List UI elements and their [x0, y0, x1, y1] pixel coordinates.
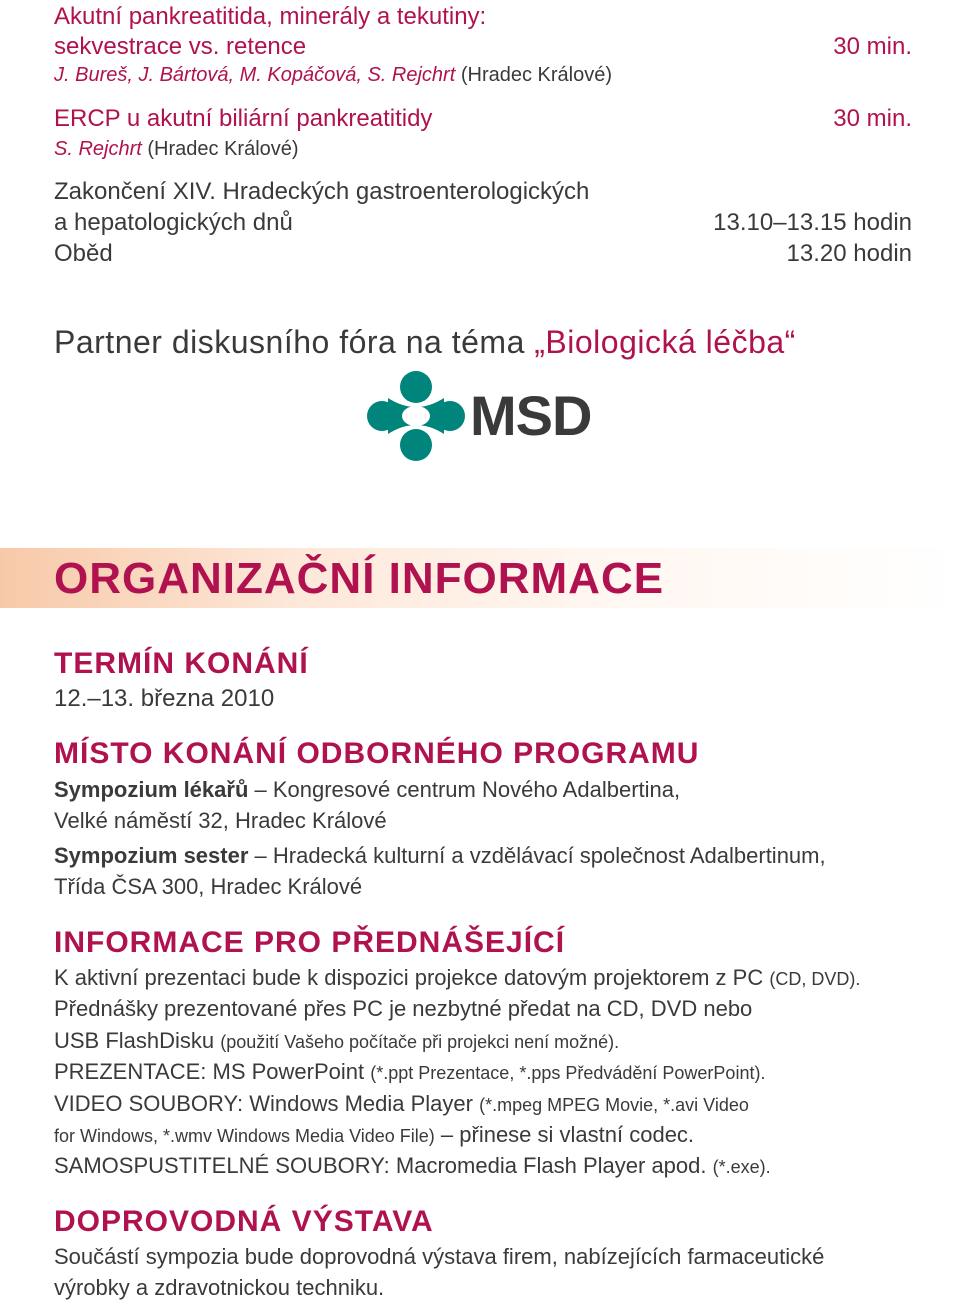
info-line1-note: (CD, DVD). — [769, 969, 861, 989]
item1-duration: 30 min. — [833, 33, 912, 60]
info-line7-main: SAMOSPUSTITELNÉ SOUBORY: Macromedia Flash Player apod. — [54, 1153, 713, 1178]
termin-heading: TERMÍN KONÁNÍ — [54, 647, 309, 680]
item1-title-line2: sekvestrace vs. retence — [54, 33, 307, 60]
item3-line1: Zakončení XIV. Hradeckých gastroenterologických — [54, 178, 590, 205]
item3-line2: a hepatologických dnů — [54, 209, 293, 236]
info-line4-main: PREZENTACE: MS PowerPoint — [54, 1059, 371, 1084]
misto1-line1 — [54, 776, 680, 804]
misto2-rest: – Hradecká kulturní a vzdělávací společnost Adalbertinum, — [248, 843, 826, 868]
msd-emblem-icon — [366, 370, 466, 462]
info-line3-main: USB FlashDisku — [54, 1028, 221, 1053]
info-line5 — [54, 1090, 749, 1119]
misto-heading: MÍSTO KONÁNÍ ODBORNÉHO PROGRAMU — [54, 737, 700, 770]
item1-place: (Hradec Králové) — [460, 64, 613, 86]
info-line4 — [54, 1058, 765, 1087]
misto2-bold: Sympozium sester — [54, 843, 249, 868]
partner-line — [54, 322, 796, 362]
info-line3 — [54, 1027, 619, 1056]
info-line5-note: (*.mpeg MPEG Movie, *.avi Video — [479, 1095, 749, 1115]
item2-place: (Hradec Králové) — [147, 138, 299, 160]
partner-topic: „Biologická léčba“ — [534, 324, 796, 360]
misto1-line2: Velké náměstí 32, Hradec Králové — [54, 808, 387, 833]
info-line6-main: – přinese si vlastní codec. — [434, 1122, 695, 1147]
info-line2: Přednášky prezentované přes PC je nezbytné předat na CD, DVD nebo — [54, 996, 753, 1021]
msd-wordmark: MSD — [470, 384, 592, 447]
item1-authors: J. Bureš, J. Bártová, M. Kopáčová, S. Rejchrt — [54, 64, 456, 86]
vystava-line1: Součástí sympozia bude doprovodná výstava firem, nabízejících farmaceutické — [54, 1244, 825, 1269]
partner-prefix: Partner diskusního fóra na téma — [54, 324, 535, 360]
misto2-line2: Třída ČSA 300, Hradec Králové — [54, 874, 363, 899]
misto1-bold: Sympozium lékařů — [54, 777, 249, 802]
item2-author: S. Rejchrt — [54, 138, 142, 160]
info-line3-note: (použití Vašeho počítače při projekci není možné). — [220, 1032, 620, 1052]
misto1-rest: – Kongresové centrum Nového Adalbertina, — [248, 777, 681, 802]
info-line7-note: (*.exe). — [712, 1157, 771, 1177]
item1-authors-line — [54, 62, 612, 88]
item2-author-line — [54, 136, 299, 162]
termin-value: 12.–13. března 2010 — [54, 685, 275, 712]
info-heading: INFORMACE PRO PŘEDNÁŠEJÍCÍ — [54, 926, 566, 959]
info-line1 — [54, 964, 860, 993]
info-line4-note: (*.ppt Prezentace, *.pps Předvádění PowerPoint). — [370, 1063, 766, 1083]
info-line6-note: for Windows, *.wmv Windows Media Video File) — [54, 1126, 435, 1146]
item4-time: 13.20 hodin — [786, 240, 912, 267]
vystava-line2: výrobky a zdravotnickou techniku. — [54, 1275, 385, 1300]
item2-duration: 30 min. — [833, 105, 912, 132]
item3-time: 13.10–13.15 hodin — [713, 209, 912, 236]
info-line7 — [54, 1152, 771, 1181]
item4-label: Oběd — [54, 240, 113, 267]
info-line5-main: VIDEO SOUBORY: Windows Media Player — [54, 1091, 480, 1116]
section-title: ORGANIZAČNÍ INFORMACE — [54, 554, 665, 603]
info-line6 — [54, 1121, 694, 1150]
msd-logo — [366, 370, 606, 462]
item1-title-line1: Akutní pankreatitida, minerály a tekutiny: — [54, 3, 487, 30]
misto2-line1 — [54, 842, 826, 870]
item2-title: ERCP u akutní biliární pankreatitidy — [54, 105, 433, 132]
vystava-heading: DOPROVODNÁ VÝSTAVA — [54, 1205, 434, 1238]
info-line1-main: K aktivní prezentaci bude k dispozici projekce datovým projektorem z PC — [54, 965, 770, 990]
